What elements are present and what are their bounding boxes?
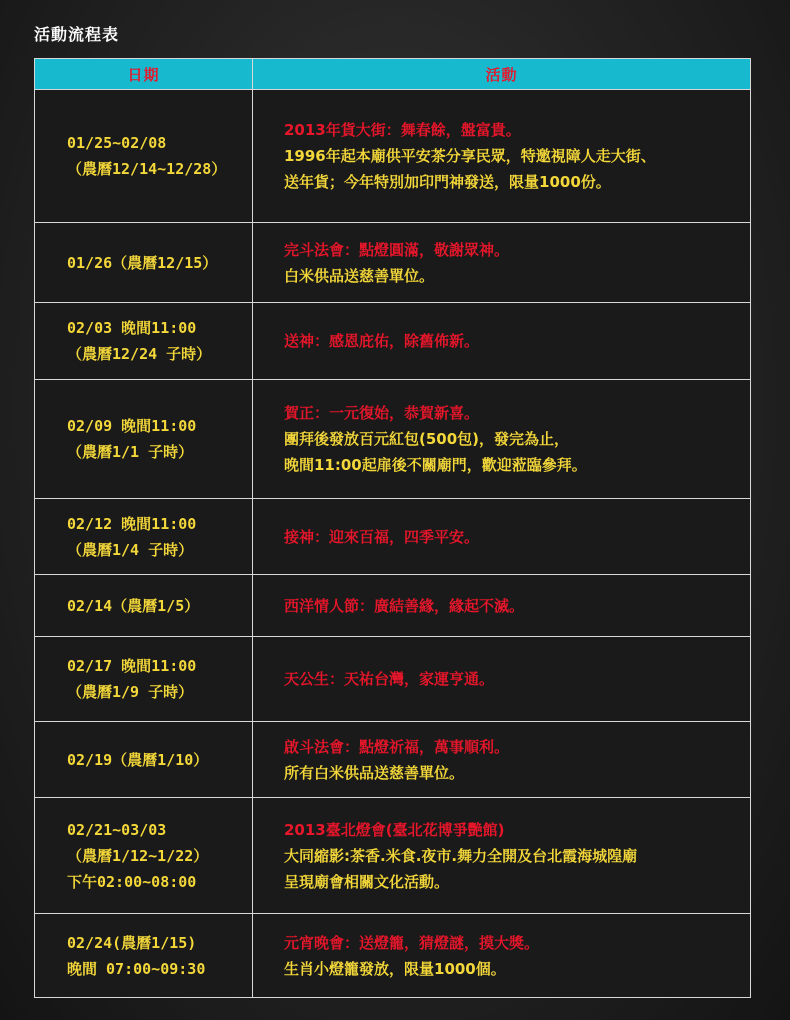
date-cell [35,223,253,303]
activity-title: 啟斗法會：點燈祈福，萬事順利。 [284,737,510,756]
header-date: 日期 [35,59,253,90]
table-row [35,798,751,914]
date-line: （農曆1/12~1/22） [67,846,209,865]
date-line: 02/24(農曆1/15) [67,933,197,952]
activity-cell [253,90,751,223]
activity-detail: 團拜後發放百元紅包(500包)，發完為止， [284,430,570,448]
date-line: （農曆1/1 子時） [67,443,194,461]
table-header-row [35,59,751,90]
table-row [35,303,751,380]
date-line: （農曆1/9 子時） [67,683,194,701]
activity-title: 2013臺北燈會(臺北花博爭艷館) [284,820,505,839]
table-row [35,637,751,722]
date-cell [35,575,253,637]
date-line: 02/19（農曆1/10） [67,750,209,769]
activity-cell [253,914,751,998]
activity-cell [253,575,751,637]
date-line: 02/03 晚間11:00 [67,319,197,337]
date-cell [35,380,253,499]
date-line: （農曆1/4 子時） [67,540,194,559]
activity-detail: 生肖小燈籠發放，限量1000個。 [284,959,506,978]
table-row [35,223,751,303]
date-cell [35,798,253,914]
table-row [35,722,751,798]
activity-title: 元宵晚會：送燈籠，猜燈謎，摸大獎。 [284,933,540,952]
activity-cell [253,303,751,380]
activity-title: 賀正：一元復始，恭賀新喜。 [284,404,480,422]
date-cell [35,90,253,223]
activity-detail: 1996年起本廟供平安茶分享民眾，特邀視障人走大街、 [284,147,656,165]
activity-cell [253,798,751,914]
table-row [35,90,751,223]
activity-title: 接神：迎來百福，四季平安。 [284,527,480,546]
activity-title: 西洋情人節：廣結善緣，緣起不滅。 [284,596,525,615]
activity-title: 2013年貨大街：舞春餘，盤富貴。 [284,121,521,139]
activity-detail: 送年貨；今年特別加印門神發送，限量1000份。 [284,173,611,191]
activity-cell [253,637,751,722]
date-line: 02/09 晚間11:00 [67,417,197,435]
activity-title: 天公生：天祐台灣，家運亨通。 [284,670,495,688]
activity-detail: 白米供品送慈善單位。 [284,266,435,285]
table-row [35,380,751,499]
activity-cell [253,499,751,575]
activity-title: 完斗法會：點燈圓滿，敬謝眾神。 [284,240,510,259]
date-line: 02/14（農曆1/5） [67,596,200,615]
date-cell [35,914,253,998]
date-line: 下午02:00~08:00 [67,872,197,891]
page-title: 活動流程表 [34,25,120,44]
date-line: 02/17 晚間11:00 [67,657,197,675]
date-cell [35,303,253,380]
schedule-table [34,58,751,998]
header-activity: 活動 [253,59,751,90]
date-line: 02/12 晚間11:00 [67,514,197,533]
activity-detail: 呈現廟會相關文化活動。 [284,872,450,891]
activity-cell [253,722,751,798]
date-line: 01/25~02/08 [67,134,167,152]
date-line: （農曆12/24 子時） [67,345,212,363]
date-line: 晚間 07:00~09:30 [67,959,206,978]
date-line: 01/26（農曆12/15） [67,253,218,272]
table-row [35,575,751,637]
date-cell [35,637,253,722]
activity-cell [253,223,751,303]
date-cell [35,499,253,575]
activity-cell [253,380,751,499]
activity-title: 送神：感恩庇佑，除舊佈新。 [284,332,480,350]
date-cell [35,722,253,798]
table-row [35,914,751,998]
activity-detail: 晚間11:00起扉後不關廟門，歡迎蒞臨參拜。 [284,456,587,474]
activity-detail: 所有白米供品送慈善單位。 [284,763,465,782]
activity-detail: 大同縮影:茶香.米食.夜市.舞力全開及台北霞海城隍廟 [284,846,638,865]
date-line: 02/21~03/03 [67,820,167,839]
table-row [35,499,751,575]
date-line: （農曆12/14~12/28） [67,160,227,178]
